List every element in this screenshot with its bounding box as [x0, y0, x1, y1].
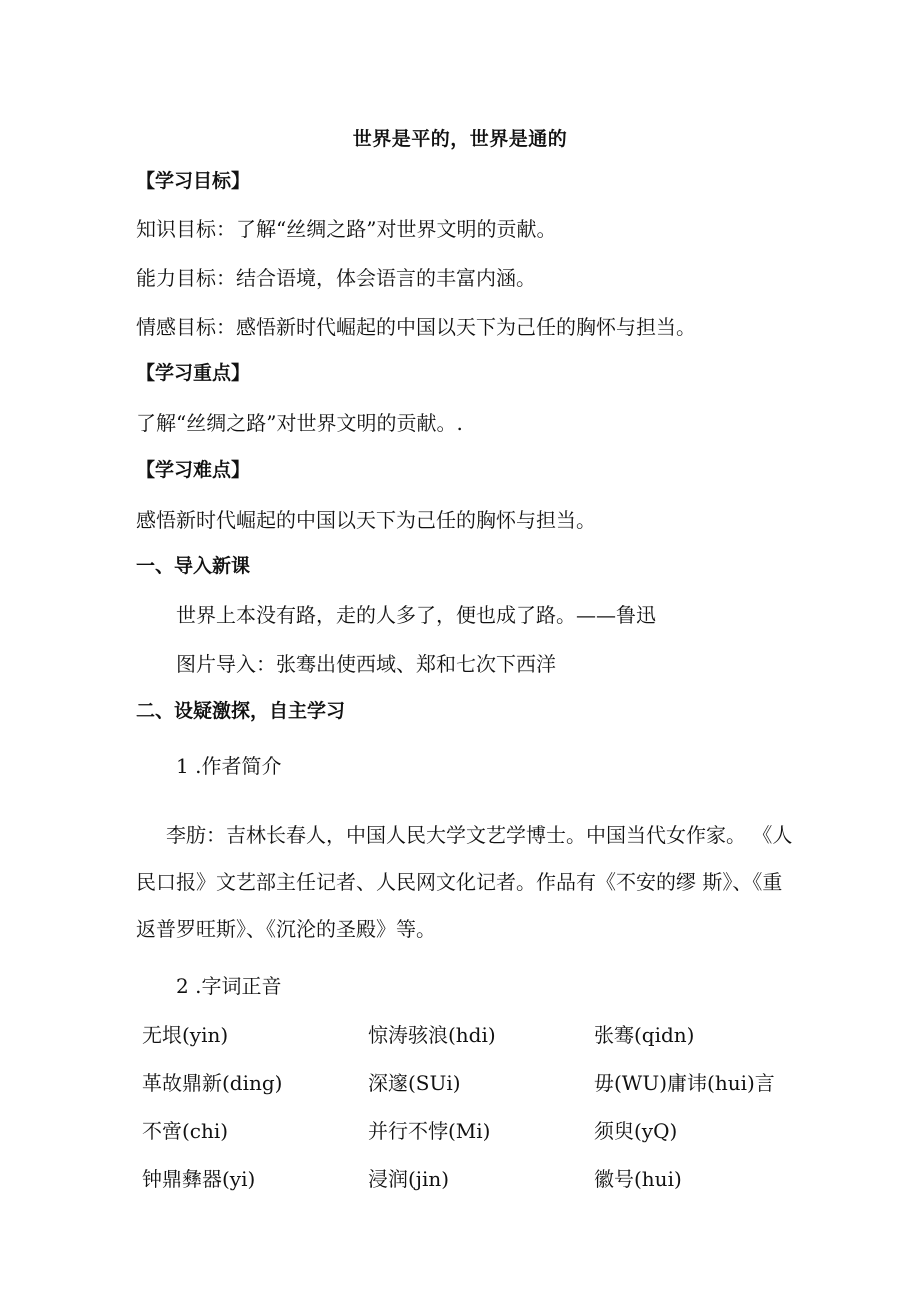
section1-heading: 一、导入新课: [136, 555, 251, 577]
author-intro-heading: 1 .作者简介: [176, 754, 282, 778]
pronunciation-heading: 2 .字词正音: [176, 974, 282, 998]
difficulty-heading: 【学习难点】: [136, 459, 251, 481]
vocab-item: 深邃(SUi): [368, 1071, 461, 1095]
document-title: 世界是平的，世界是通的: [352, 128, 568, 150]
vocab-item: 不啻(chi): [142, 1119, 229, 1143]
vocab-item: 须臾(yQ): [594, 1119, 678, 1143]
knowledge-objective: 知识目标：了解“丝绸之路”对世界文明的贡献。: [136, 217, 557, 241]
key-point-text: 了解“丝绸之路”对世界文明的贡献。.: [136, 411, 463, 435]
vocab-item: 惊涛骇浪(hdi): [368, 1023, 496, 1047]
vocab-item: 钟鼎彝器(yi): [142, 1167, 256, 1191]
section1-quote: 世界上本没有路，走的人多了，便也成了路。——鲁迅: [176, 603, 656, 627]
objectives-heading: 【学习目标】: [136, 170, 251, 192]
vocab-item: 无垠(yin): [142, 1023, 229, 1047]
ability-objective: 能力目标：结合语境，体会语言的丰富内涵。: [136, 266, 536, 290]
vocab-item: 浸润(jin): [368, 1167, 450, 1191]
vocab-item: 张骞(qidn): [594, 1023, 695, 1047]
section2-heading: 二、设疑激探，自主学习: [136, 700, 346, 722]
vocab-item: 并行不悖(Mi): [368, 1119, 491, 1143]
emotion-objective: 情感目标：感悟新时代崛起的中国以天下为己任的胸怀与担当。: [136, 315, 696, 339]
difficulty-text: 感悟新时代崛起的中国以天下为己任的胸怀与担当。: [136, 508, 596, 532]
section1-image-intro: 图片导入：张骞出使西域、郑和七次下西洋: [176, 652, 556, 676]
vocab-item: 毋(WU)庸讳(hui)言: [594, 1071, 775, 1095]
vocab-item: 徽号(hui): [594, 1167, 682, 1191]
key-point-heading: 【学习重点】: [136, 362, 251, 384]
author-intro-paragraph: 李肪：吉林长春人，中国人民大学文艺学博士。中国当代女作家。 《人民口报》文艺部主任记者、人民网文化记者。作品有《不安的缪 斯》、《重返普罗旺斯》、《沉沦的圣殿》等。: [136, 823, 793, 941]
vocab-item: 革故鼎新(ding): [142, 1071, 283, 1095]
